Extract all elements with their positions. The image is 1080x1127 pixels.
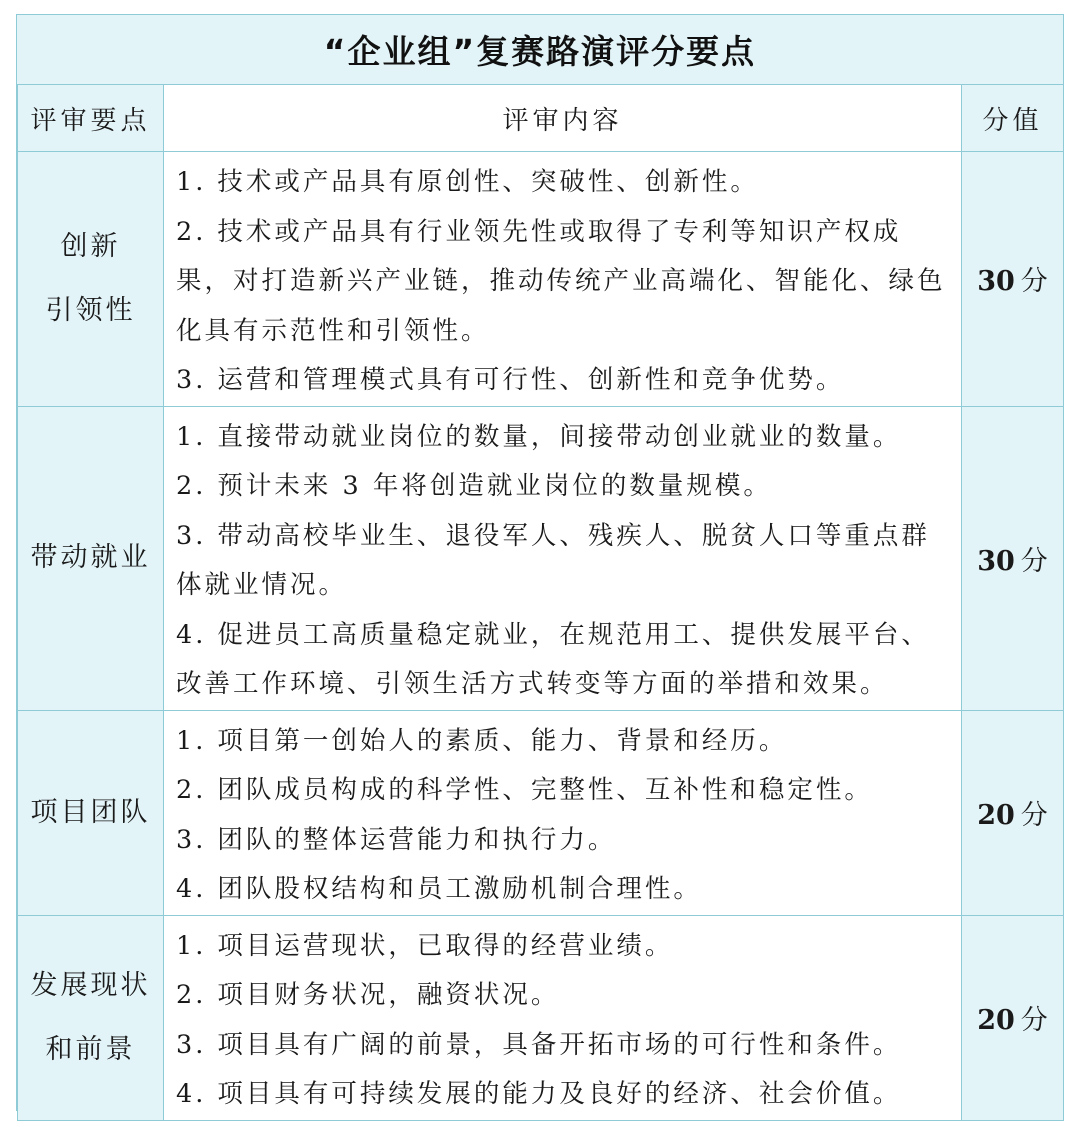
list-item: 4. 团队股权结构和员工激励机制合理性。 (176, 874, 702, 904)
table-row (18, 152, 1064, 407)
criteria-label (18, 152, 164, 407)
criteria-label-line: 和前景 (45, 1033, 136, 1065)
score-value: 20 (977, 800, 1015, 831)
criteria-content (164, 915, 962, 1120)
criteria-label-line: 引领性 (45, 294, 136, 326)
scoring-table (17, 84, 1064, 1121)
table-row (18, 710, 1064, 915)
criteria-label-line: 带动就业 (30, 542, 151, 573)
list-item: 3. 带动高校毕业生、退役军人、残疾人、脱贫人口等重点群体就业情况。 (176, 520, 930, 600)
score-value: 20 (977, 1005, 1015, 1036)
list-item: 2. 技术或产品具有行业领先性或取得了专利等知识产权成果，对打造新兴产业链，推动传统产业高端化、智能化、绿色化具有示范性和引领性。 (176, 216, 946, 346)
list-item: 1. 直接带动就业岗位的数量，间接带动创业就业的数量。 (176, 421, 902, 452)
list-item: 4. 项目具有可持续发展的能力及良好的经济、社会价值。 (176, 1079, 902, 1109)
list-item: 3. 团队的整体运营能力和执行力。 (176, 824, 617, 855)
list-item: 3. 运营和管理模式具有可行性、创新性和竞争优势。 (176, 365, 845, 395)
criteria-label-line: 创新 (60, 230, 121, 262)
list-item: 1. 项目运营现状，已取得的经营业绩。 (176, 930, 674, 961)
score-cell (962, 406, 1064, 710)
score-value: 30 (977, 545, 1015, 577)
criteria-label (18, 915, 164, 1120)
criteria-content (164, 406, 962, 710)
score-unit: 分 (1020, 266, 1048, 298)
criteria-label (18, 710, 164, 915)
list-item: 4. 促进员工高质量稳定就业，在规范用工、提供发展平台、改善工作环境、引领生活方式转变等方面的举措和效果。 (176, 619, 930, 699)
header-content: 评审内容 (164, 85, 962, 152)
criteria-label (18, 406, 164, 710)
header-row (18, 85, 1064, 152)
list-item: 1. 项目第一创始人的素质、能力、背景和经历。 (176, 725, 788, 756)
header-criteria: 评审要点 (18, 85, 164, 152)
criteria-label-line: 发展现状 (30, 969, 151, 1001)
table-title: “企业组”复赛路演评分要点 (17, 15, 1063, 85)
criteria-content (164, 710, 962, 915)
table-row (18, 406, 1064, 710)
score-unit: 分 (1020, 1005, 1048, 1036)
list-item: 3. 项目具有广阔的前景，具备开拓市场的可行性和条件。 (176, 1029, 902, 1060)
table-row (18, 915, 1064, 1120)
score-unit: 分 (1020, 800, 1048, 831)
list-item: 2. 团队成员构成的科学性、完整性、互补性和稳定性。 (176, 775, 873, 805)
list-item: 1. 技术或产品具有原创性、突破性、创新性。 (176, 167, 759, 197)
scoring-table-sheet (16, 14, 1064, 1111)
score-unit: 分 (1020, 545, 1048, 577)
criteria-label-line: 项目团队 (30, 796, 151, 828)
list-item: 2. 预计未来 3 年将创造就业岗位的数量规模。 (176, 471, 772, 501)
header-score: 分值 (962, 85, 1064, 152)
list-item: 2. 项目财务状况，融资状况。 (176, 980, 560, 1010)
criteria-content (164, 152, 962, 407)
score-cell (962, 915, 1064, 1120)
score-cell (962, 152, 1064, 407)
score-value: 30 (977, 266, 1015, 298)
score-cell (962, 710, 1064, 915)
